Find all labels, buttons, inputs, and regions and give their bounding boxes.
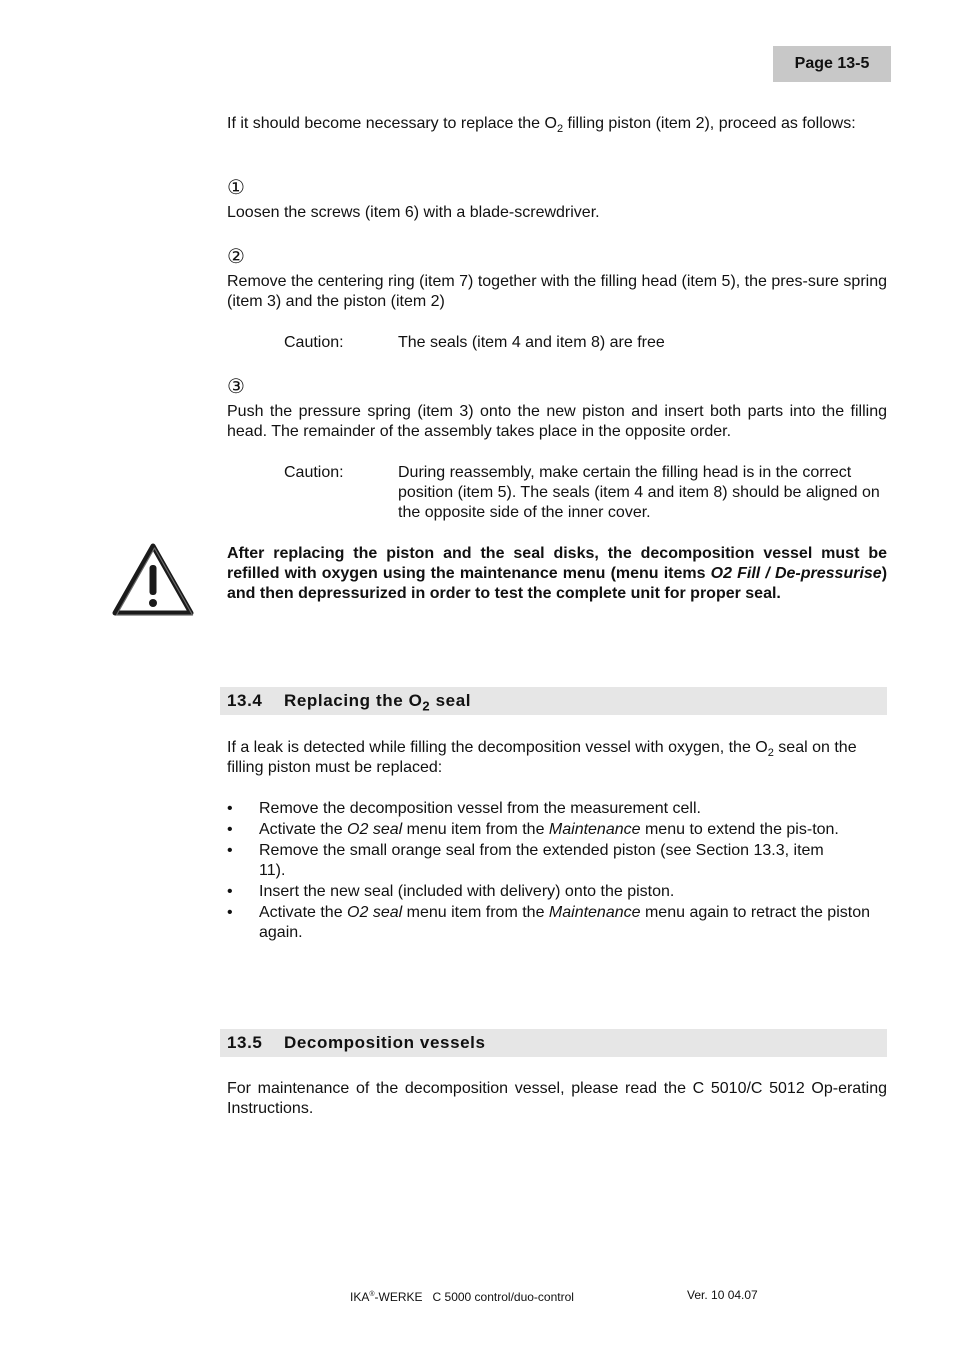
intro-text-end: filling piston (item 2), proceed as follows: xyxy=(563,115,856,132)
bullet-dot: • xyxy=(227,800,233,817)
step-3-text: Push the pressure spring (item 3) onto the new piston and insert both parts into the filling head. The remainder of the assembly takes place in the opposite order. xyxy=(227,403,887,440)
warning-text-end: ) and then depressurized in order to test the complete unit for proper seal. xyxy=(227,565,888,602)
menu-name: Maintenance xyxy=(548,904,641,921)
list-item xyxy=(227,903,887,943)
intro-134-subscript: 2 xyxy=(767,747,774,760)
footer-product: -WERKE C 5000 control/duo-control xyxy=(374,1290,574,1304)
page-number-label: Page 13-5 xyxy=(794,55,870,72)
step-1-marker: ① xyxy=(227,177,245,199)
bullet-dot: • xyxy=(227,904,233,921)
footer-version: Ver. 10 04.07 xyxy=(687,1288,758,1302)
list-item-text: Activate the xyxy=(259,821,348,838)
section-title: Decomposition vessels xyxy=(284,1033,486,1052)
section-13-5-heading xyxy=(220,1029,887,1057)
warning-text-start: After replacing the piston and the seal disks, the decomposition vessel must be refilled with oxygen using the maintenance menu (menu items xyxy=(227,545,887,582)
step-2-marker: ② xyxy=(227,246,245,268)
intro-134-start: If a leak is detected while filling the decomposition vessel with oxygen, the O xyxy=(227,739,768,756)
section-13-5-text: For maintenance of the decomposition vessel, please read the C 5010/C 5012 Op-erating Instructions. xyxy=(227,1080,887,1117)
intro-134-end: seal on the filling piston must be replaced: xyxy=(227,739,857,776)
bullet-dot: • xyxy=(227,883,233,900)
list-item-text: Activate the xyxy=(259,904,348,921)
section-number: 13.4 xyxy=(227,691,263,710)
list-item xyxy=(227,799,887,819)
menu-name: Maintenance xyxy=(548,821,641,838)
list-item-text: Remove the decomposition vessel from the measurement cell. xyxy=(259,800,701,817)
section-13-4-intro xyxy=(227,738,887,778)
footer-registered-mark: ® xyxy=(369,1291,375,1298)
step-2-text: Remove the centering ring (item 7) together with the filling head (item 5), the pres-sure spring (item 3) and the piston (item 2) xyxy=(227,273,887,310)
section-13-4-steps-list xyxy=(227,799,887,944)
caution-2-text: During reassembly, make certain the filling head is in the correct position (item 5). The seals (item 4 and item 8) should be aligned on the opposite side of the inner cover. xyxy=(398,464,880,521)
list-item-text: menu item from the xyxy=(402,821,549,838)
intro-text-start: If it should become necessary to replace the O xyxy=(227,115,557,132)
section-title xyxy=(284,691,472,714)
caution-2-label: Caution: xyxy=(284,464,344,481)
list-item xyxy=(227,820,887,840)
section-number: 13.5 xyxy=(227,1033,263,1052)
footer-brand: IKA xyxy=(350,1290,370,1304)
list-item-text: menu again to retract the piston again. xyxy=(259,904,870,941)
list-item-text: Remove the small orange seal from the extended piston (see Section 13.3, item 11). xyxy=(259,842,824,879)
section-title-subscript: 2 xyxy=(422,698,431,714)
bullet-dot: • xyxy=(227,842,233,859)
list-item-text: menu item from the xyxy=(402,904,549,921)
warning-note xyxy=(227,544,887,604)
section-title-end: seal xyxy=(430,691,472,710)
caution-1-text: The seals (item 4 and item 8) are free xyxy=(398,334,665,351)
list-item xyxy=(227,841,887,881)
menu-item-name: O2 seal xyxy=(347,904,403,921)
section-13-4-heading xyxy=(220,687,887,715)
list-item-text: Insert the new seal (included with delivery) onto the piston. xyxy=(259,883,675,900)
warning-triangle-icon xyxy=(112,543,194,617)
caution-1-label: Caution: xyxy=(284,334,344,351)
step-3-marker: ③ xyxy=(227,376,245,398)
intro-paragraph xyxy=(227,114,887,134)
warning-menu-items: O2 Fill / De-pressurise xyxy=(710,565,882,582)
menu-item-name: O2 seal xyxy=(347,821,403,838)
step-1-text: Loosen the screws (item 6) with a blade-screwdriver. xyxy=(227,204,600,221)
bullet-dot: • xyxy=(227,821,233,838)
intro-subscript: 2 xyxy=(556,123,564,136)
page-number-badge xyxy=(773,46,891,82)
footer-document-id xyxy=(350,1288,574,1304)
list-item xyxy=(227,882,887,902)
list-item-text: menu to extend the pis-ton. xyxy=(640,821,839,838)
section-title-start: Replacing the O xyxy=(284,691,423,710)
